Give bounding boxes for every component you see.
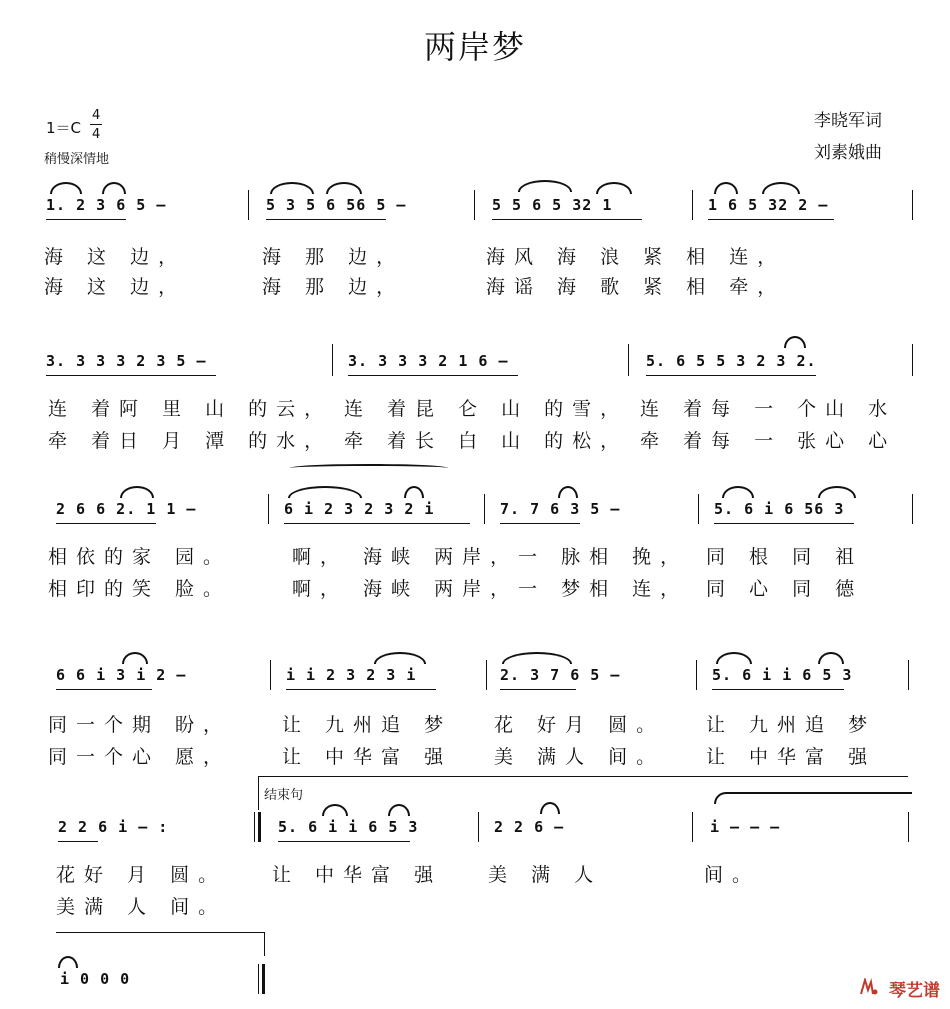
composer: 刘素娥曲 [814,143,882,163]
slur-mark [714,182,738,194]
bar-line [912,190,913,220]
lyric-line-2: 牵 着每 一 张心 心 [640,430,897,452]
measure: i 0 0 0 [60,970,131,988]
measure: 3. 3 3 3 2 3 5 – [46,352,207,370]
lyric-line-2: 海 这 边， [44,276,187,298]
lyric-line-1: 相依的家 园。 [48,546,232,568]
slur-mark [818,486,856,498]
lyric-line-2: 同 心 同 德 [706,578,864,600]
slur-mark [716,652,752,664]
slur-mark [762,182,800,194]
bar-line [908,660,909,690]
beam-line [500,689,576,690]
time-signature-bottom: 4 [92,127,101,142]
measure: 2. 3 7 6 5 – [500,666,621,684]
beam-line [500,523,580,524]
measure: 6 i 2 3 2 3 2 i [284,500,435,518]
measure: 6 6 i 3 i 2 – [56,666,187,684]
lyric-line-1: 让 九州追 梦 [282,714,453,736]
beam-line [708,219,834,220]
measure: i i 2 3 2 3 i [286,666,417,684]
tempo-marking: 稍慢深情地 [44,152,110,167]
beam-line [46,375,216,376]
ending-bracket [258,776,908,777]
bar-line [484,494,485,524]
lyric-line-2: 啊， 海峡 两岸，一 梦相 连， [292,578,689,600]
slur-mark [50,182,82,194]
lyric-line-1: 啊， 海峡 两岸，一 脉相 挽， [292,546,689,568]
beam-line [646,375,816,376]
lyric-line-1: 海 这 边， [44,246,187,268]
bar-line [628,344,629,376]
bar-line [270,660,271,690]
lyric-line-1: 花好 月 圆。 [56,864,227,886]
beam-line [348,375,518,376]
repeat-bar-line [258,812,261,842]
bar-line [912,494,913,524]
slur-mark [122,652,148,664]
bar-line [692,812,693,842]
slur-mark [714,792,912,804]
beam-line [46,219,126,220]
bar-line [268,494,269,524]
lyric-line-2: 美满 人 间。 [56,896,227,918]
lyricist: 李晓军词 [814,111,882,131]
slur-mark [102,182,126,194]
bar-line [478,812,479,842]
measure: 2 2 6 i – : [58,818,169,836]
bar-line [258,964,259,994]
lyric-line-1: 让 中华富 强 [272,864,443,886]
measure: 1. 2 3 6 5 – [46,196,167,214]
slur-mark [288,486,362,498]
slur-mark [58,956,78,968]
bar-line [474,190,475,220]
lyric-line-2: 牵 着长 白 山 的松， [344,430,629,452]
measure: 5. 6 i 6 56 3 [714,500,845,518]
measure: 5. 6 i i 6 5 3 [712,666,853,684]
lyric-line-1: 连 着每 一 个山 水 [640,398,897,420]
lyric-line-2: 海谣 海 歌 紧 相 牵， [486,276,786,298]
beam-line [56,523,156,524]
page-title: 两岸梦 [423,28,526,66]
final-bar-line [262,964,265,994]
slur-mark [596,182,632,194]
bar-line [248,190,249,220]
measure: 5 5 6 5 32 1 [492,196,613,214]
bar-line [332,344,333,376]
bar-line [912,344,913,376]
music-logo-icon [859,978,879,1001]
lyric-line-1: 同一个期 盼， [48,714,232,736]
measure: 3. 3 3 3 2 1 6 – [348,352,509,370]
measure: 5. 6 i i 6 5 3 [278,818,419,836]
slur-mark [270,182,314,194]
watermark-logo [859,976,940,1001]
measure: 2 6 6 2. 1 1 – [56,500,197,518]
measure: 5 3 5 6 56 5 – [266,196,407,214]
bar-line [486,660,487,690]
bar-line [698,494,699,524]
lyric-line-1: 让 九州追 梦 [706,714,877,736]
slur-mark [404,486,424,498]
beam-line [712,689,844,690]
beam-line [714,523,854,524]
bar-line [254,812,255,842]
slur-mark [388,804,410,816]
beam-line [58,841,98,842]
slur-mark [818,652,844,664]
measure: i – – – [710,818,781,836]
slur-mark [326,182,362,194]
bar-line [696,660,697,690]
lyric-line-1: 连 着阿 里 山 的云， [48,398,333,420]
slur-mark [322,804,348,816]
bar-line [692,190,693,220]
lyric-line-1: 间。 [704,864,761,886]
lyric-line-1: 花 好月 圆。 [494,714,665,736]
lyric-line-2: 让 中华富 强 [706,746,877,768]
slur-mark [290,464,448,472]
lyric-line-1: 海风 海 浪 紧 相 连， [486,246,786,268]
beam-line [284,523,470,524]
slur-mark [784,336,806,348]
lyric-line-1: 连 着昆 仑 山 的雪， [344,398,629,420]
slur-mark [558,486,578,498]
slur-mark [518,180,572,192]
time-signature-top: 4 [92,108,101,123]
ending-bracket-edge [264,932,265,956]
slur-mark [374,652,426,664]
fermata-mark [540,802,560,814]
lyric-line-2: 同一个心 愿， [48,746,232,768]
lyric-line-1: 同 根 同 祖 [706,546,864,568]
lyric-line-2: 美 满人 间。 [494,746,665,768]
slur-mark [722,486,754,498]
lyric-line-2: 相印的笑 脸。 [48,578,232,600]
time-signature-line [90,124,102,125]
bar-line [908,812,909,842]
ending-bracket-edge [258,776,259,810]
beam-line [266,219,386,220]
lyric-line-1: 海 那 边， [262,246,405,268]
ending-label: 结束句 [264,788,304,803]
lyric-line-2: 让 中华富 强 [282,746,453,768]
measure: 1 6 5 32 2 – [708,196,829,214]
lyric-line-2: 牵 着日 月 潭 的水， [48,430,333,452]
beam-line [286,689,436,690]
measure: 7. 7 6 3 5 – [500,500,621,518]
lyric-line-1: 美 满 人 [488,864,603,886]
measure: 5. 6 5 5 3 2 3 2. [646,352,817,370]
slur-mark [502,652,572,664]
slur-mark [120,486,154,498]
beam-line [278,841,410,842]
key-signature: 1＝C [46,119,82,137]
beam-line [56,689,152,690]
lyric-line-2: 海 那 边， [262,276,405,298]
beam-line [492,219,642,220]
measure: 2 2 6 – [494,818,565,836]
watermark-text: 琴艺谱 [889,981,940,1001]
ending-bracket [56,932,264,933]
